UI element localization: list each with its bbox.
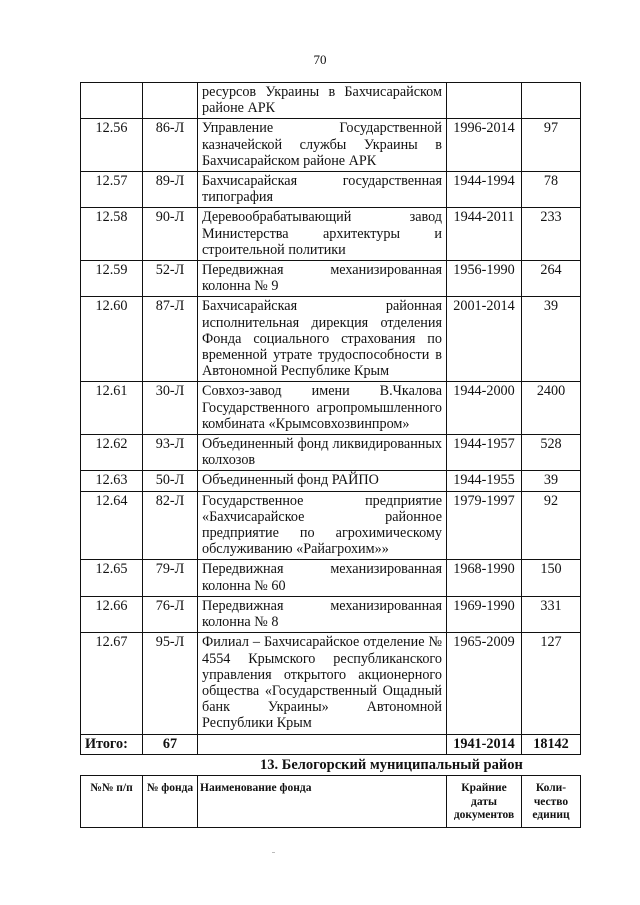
total-fond-count: 67 (143, 734, 198, 754)
unit-count: 78 (522, 172, 581, 208)
fond-name: Бахчисарайская государственная типография (198, 172, 447, 208)
fond-name: Передвижная механизированная колонна № 9 (198, 261, 447, 297)
document-dates: 1944-1994 (447, 172, 522, 208)
table-row (81, 471, 581, 491)
table-row (81, 172, 581, 208)
unit-count: 39 (522, 471, 581, 491)
table-row (81, 208, 581, 261)
unit-count: 127 (522, 633, 581, 734)
document-dates: 1996-2014 (447, 119, 522, 172)
document-dates: 1965-2009 (447, 633, 522, 734)
fond-name: Управление Государственной казначейской службы Украины в Бахчисарайском районе АРК (198, 119, 447, 172)
header-fond: № фонда (143, 776, 198, 828)
total-label: Итого: (81, 734, 143, 754)
row-number: 12.60 (81, 297, 143, 382)
table-row (81, 297, 581, 382)
fond-number: 89-Л (143, 172, 198, 208)
fond-name: Передвижная механизированная колонна № 60 (198, 560, 447, 596)
fond-number: 95-Л (143, 633, 198, 734)
document-dates: 1968-1990 (447, 560, 522, 596)
unit-count: 528 (522, 435, 581, 471)
row-number: 12.67 (81, 633, 143, 734)
table-row (81, 261, 581, 297)
document-dates: 1956-1990 (447, 261, 522, 297)
total-row (81, 734, 581, 754)
table-row (81, 119, 581, 172)
document-dates: 1944-2011 (447, 208, 522, 261)
document-dates (447, 83, 522, 119)
row-number: 12.64 (81, 491, 143, 560)
row-number: 12.56 (81, 119, 143, 172)
table-row (81, 435, 581, 471)
document-dates: 1944-1957 (447, 435, 522, 471)
fond-number: 76-Л (143, 596, 198, 632)
table-row (81, 491, 581, 560)
table-row (81, 560, 581, 596)
unit-count: 92 (522, 491, 581, 560)
unit-count: 97 (522, 119, 581, 172)
document-dates: 1944-1955 (447, 471, 522, 491)
table-row (81, 633, 581, 734)
fond-name: Филиал – Бахчисарайское отделение № 4554 Крымского республиканского управления открытого акционерного общества «Государственный Ощадный банк Украины» Автономной Республики Крым (198, 633, 447, 734)
table-row (81, 382, 581, 435)
row-number: 12.58 (81, 208, 143, 261)
header-row (81, 776, 581, 828)
fond-number (143, 83, 198, 119)
header-dates: Крайние даты документов (447, 776, 522, 828)
fond-name: Совхоз-завод имени В.Чкалова Государственного агропромышленного комбината «Крымсовхозвинпром» (198, 382, 447, 435)
row-number (81, 83, 143, 119)
fond-number: 90-Л (143, 208, 198, 261)
header-num: №№ п/п (81, 776, 143, 828)
section-header-table (80, 775, 581, 828)
fond-number: 79-Л (143, 560, 198, 596)
total-units: 18142 (522, 734, 581, 754)
fond-name: Бахчисарайская районная исполнительная дирекция отделения Фонда социального страхования по временной утрате трудоспособности в Автономной Республике Крым (198, 297, 447, 382)
total-dates: 1941-2014 (447, 734, 522, 754)
document-dates: 2001-2014 (447, 297, 522, 382)
row-number: 12.62 (81, 435, 143, 471)
fond-number: 52-Л (143, 261, 198, 297)
fond-number: 87-Л (143, 297, 198, 382)
row-number: 12.61 (81, 382, 143, 435)
fond-number: 50-Л (143, 471, 198, 491)
fond-name: Государственное предприятие «Бахчисарайское районное предприятие по агрохимическому обслуживанию «Райагрохим»» (198, 491, 447, 560)
fond-number: 86-Л (143, 119, 198, 172)
row-number: 12.63 (81, 471, 143, 491)
unit-count (522, 83, 581, 119)
row-number: 12.66 (81, 596, 143, 632)
header-units: Коли-чество единиц (522, 776, 581, 828)
unit-count: 264 (522, 261, 581, 297)
archive-fonds-table (80, 82, 581, 755)
fond-name: ресурсов Украины в Бахчисарайском районе АРК (198, 83, 447, 119)
fond-number: 30-Л (143, 382, 198, 435)
fond-name: Деревообрабатывающий завод Министерства архитектуры и строительной политики (198, 208, 447, 261)
document-dates: 1969-1990 (447, 596, 522, 632)
fond-name: Объединенный фонд ликвидированных колхозов (198, 435, 447, 471)
page-number: 70 (313, 52, 327, 67)
document-dates: 1979-1997 (447, 491, 522, 560)
table-row (81, 83, 581, 119)
unit-count: 150 (522, 560, 581, 596)
unit-count: 2400 (522, 382, 581, 435)
fond-number: 93-Л (143, 435, 198, 471)
scan-mark (272, 852, 275, 853)
section-title: 13. Белогорский муниципальный район (260, 757, 523, 773)
header-name: Наименование фонда (198, 776, 447, 828)
row-number: 12.59 (81, 261, 143, 297)
unit-count: 233 (522, 208, 581, 261)
fond-name: Объединенный фонд РАЙПО (198, 471, 447, 491)
table-body (81, 83, 581, 755)
unit-count: 331 (522, 596, 581, 632)
fond-name: Передвижная механизированная колонна № 8 (198, 596, 447, 632)
total-name (198, 734, 447, 754)
table-row (81, 596, 581, 632)
row-number: 12.65 (81, 560, 143, 596)
fond-number: 82-Л (143, 491, 198, 560)
row-number: 12.57 (81, 172, 143, 208)
unit-count: 39 (522, 297, 581, 382)
document-dates: 1944-2000 (447, 382, 522, 435)
